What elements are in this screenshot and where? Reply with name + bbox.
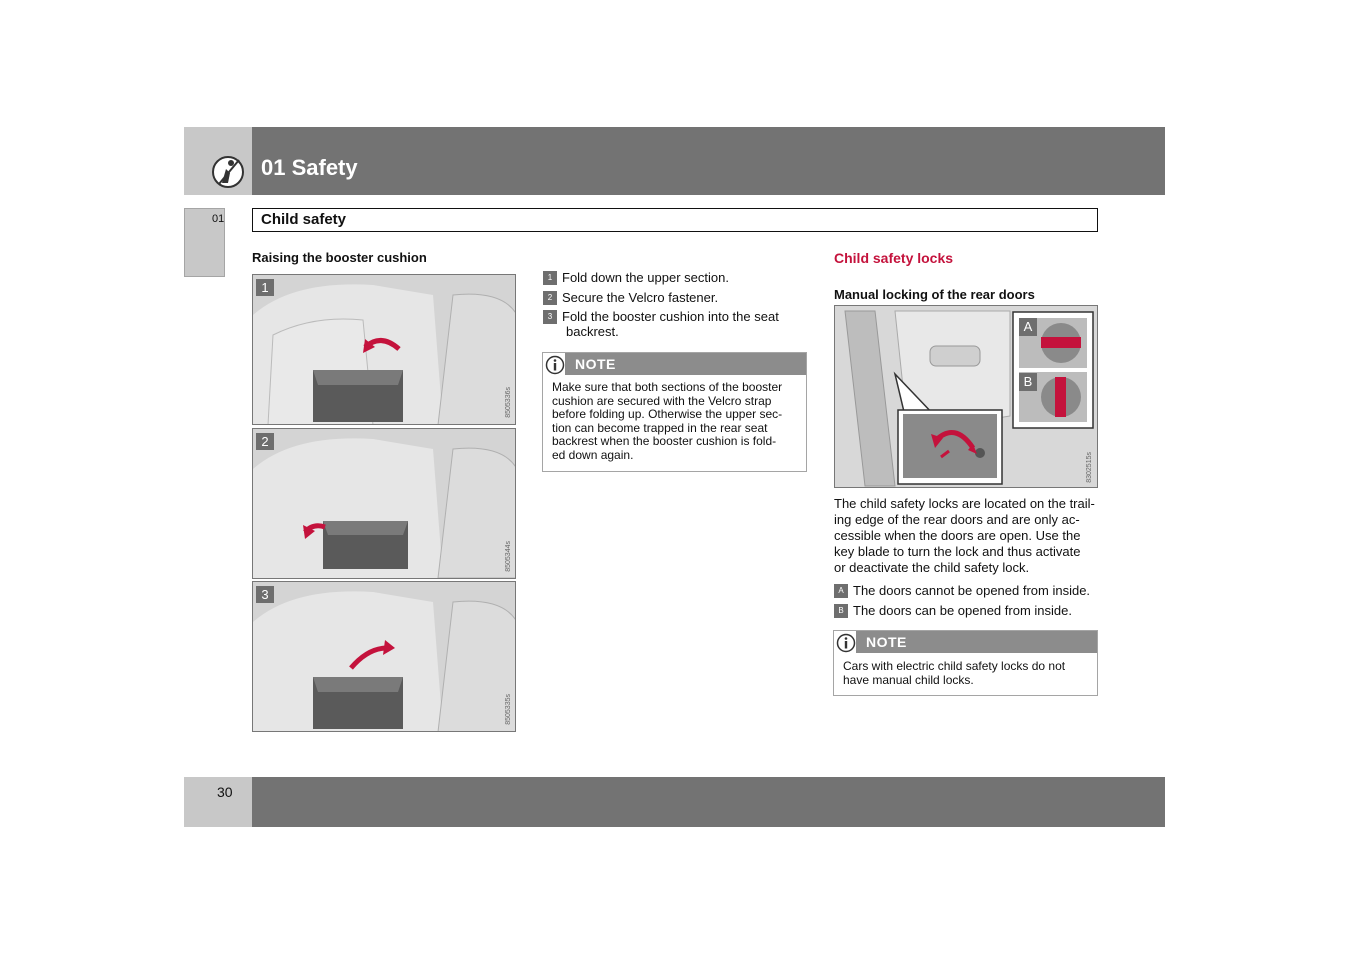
note-line: backrest when the booster cushion is fold- xyxy=(552,434,777,449)
step-badge: 2 xyxy=(543,291,557,305)
rear-seat-illustration xyxy=(253,275,516,425)
manual-locking-subheading: Manual locking of the rear doors xyxy=(834,287,1035,302)
photo-code: 8505344s xyxy=(505,541,512,572)
page-number: 30 xyxy=(217,784,233,800)
step-text: Fold down the upper section. xyxy=(562,270,729,285)
section-title-box xyxy=(252,208,1098,232)
paragraph-line: or deactivate the child safety lock. xyxy=(834,560,1030,575)
chapter-title: 01 Safety xyxy=(261,155,358,180)
item-text: The doors cannot be opened from inside. xyxy=(853,583,1091,598)
figure-code: 8302515s xyxy=(1086,452,1093,483)
photo-code: 8505336s xyxy=(505,387,512,418)
header-icon-box xyxy=(184,127,252,195)
step-badge: 3 xyxy=(543,310,557,324)
seatbelt-icon xyxy=(184,127,252,195)
item-text: The doors can be opened from inside. xyxy=(853,603,1072,618)
step-item xyxy=(543,309,805,341)
item-badge: B xyxy=(834,604,848,618)
note-line: cushion are secured with the Velcro strap xyxy=(552,393,772,408)
step-item xyxy=(543,290,803,306)
note-line: tion can become trapped in the rear seat xyxy=(552,420,768,435)
photo-badge: 1 xyxy=(256,279,274,296)
step-text: Fold the booster cushion into the seat xyxy=(562,309,779,324)
booster-photo-1 xyxy=(252,274,516,425)
photo-code: 8505335s xyxy=(505,694,512,725)
note-label: NOTE xyxy=(575,356,616,372)
photo-badge: 3 xyxy=(256,586,274,603)
step-text: backrest. xyxy=(566,324,619,339)
booster-heading: Raising the booster cushion xyxy=(252,250,427,265)
item-badge: A xyxy=(834,584,848,598)
rear-seat-illustration xyxy=(253,429,516,578)
child-locks-heading: Child safety locks xyxy=(834,250,954,266)
paragraph-line: key blade to turn the lock and thus activate xyxy=(834,544,1081,559)
figure-label-b: B xyxy=(1019,373,1037,391)
side-tab-label: 01 xyxy=(212,213,225,225)
note-header xyxy=(856,631,1097,653)
rear-seat-illustration xyxy=(253,582,516,732)
paragraph-line: ing edge of the rear doors and are only ac- xyxy=(834,512,1080,527)
note-line: Cars with electric child safety locks do not xyxy=(843,659,1066,673)
note-header xyxy=(565,353,806,375)
lock-state-item xyxy=(834,583,1098,599)
figure-label-a: A xyxy=(1019,318,1037,336)
step-text: Secure the Velcro fastener. xyxy=(562,290,719,305)
booster-photo-2 xyxy=(252,428,516,579)
paragraph-line: The child safety locks are located on the trail- xyxy=(834,496,1095,511)
step-item xyxy=(543,270,803,286)
booster-photo-3 xyxy=(252,581,516,732)
info-icon xyxy=(545,355,565,375)
header-bar xyxy=(252,127,1165,195)
footer-bar xyxy=(252,777,1165,827)
child-locks-note xyxy=(833,630,1098,696)
note-line: have manual child locks. xyxy=(843,672,974,687)
door-lock-figure xyxy=(834,305,1098,488)
note-line: before folding up. Otherwise the upper sec- xyxy=(552,407,783,422)
note-label: NOTE xyxy=(866,634,907,650)
door-illustration xyxy=(835,306,1098,488)
info-icon xyxy=(836,633,856,653)
photo-badge: 2 xyxy=(256,433,274,450)
step-badge: 1 xyxy=(543,271,557,285)
booster-note xyxy=(542,352,807,472)
section-title: Child safety xyxy=(261,211,347,228)
note-line: ed down again. xyxy=(552,448,634,462)
lock-state-item xyxy=(834,603,1098,619)
note-line: Make sure that both sections of the booster xyxy=(552,380,783,394)
paragraph-line: cessible when the doors are open. Use the xyxy=(834,528,1081,543)
